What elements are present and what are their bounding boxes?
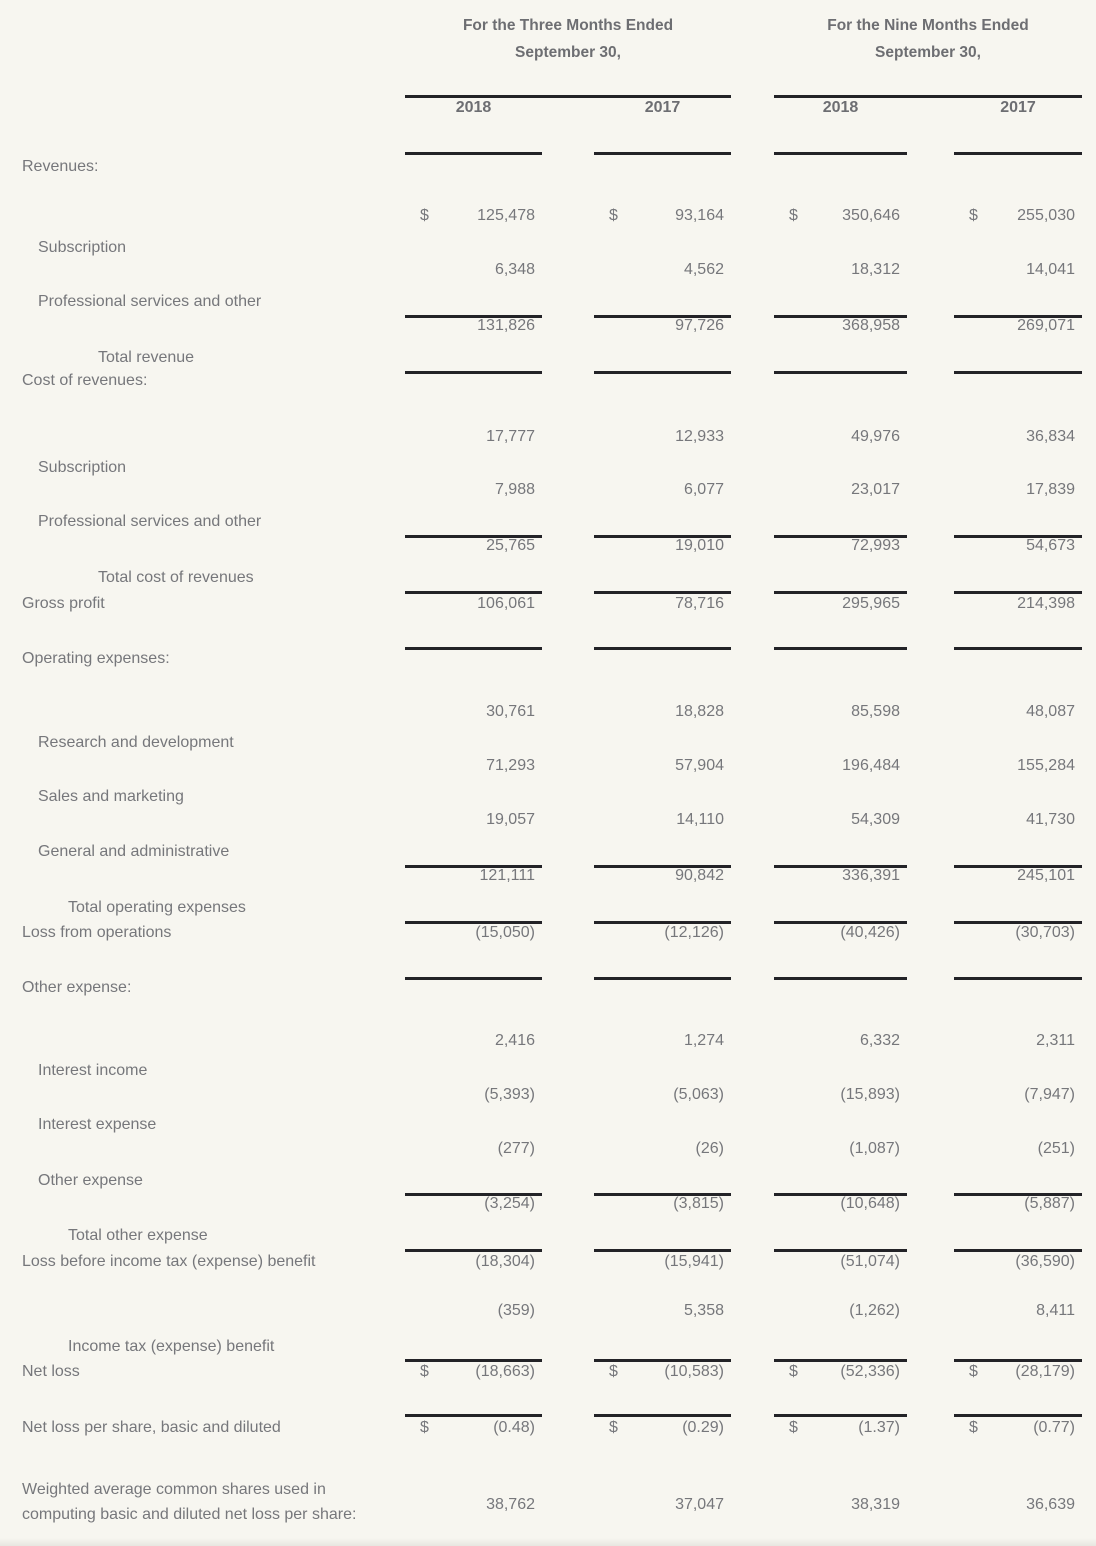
value-cell [594, 866, 731, 886]
value-cell [594, 594, 731, 614]
value-cell [774, 1085, 907, 1105]
value-cell [594, 206, 731, 226]
cell-value: 255,030 [1017, 207, 1075, 224]
cell-value: (5,393) [484, 1086, 535, 1103]
value-cell [954, 480, 1082, 500]
cell-value: (52,336) [840, 1363, 900, 1380]
rule-segment [774, 371, 907, 374]
value-cell [405, 702, 542, 722]
year-column-header: 2017 [644, 99, 681, 116]
value-cell [594, 756, 731, 776]
label-net-loss-per-share: Net loss per share, basic and diluted [22, 1419, 281, 1436]
value-cell [405, 810, 542, 830]
value-cell [405, 866, 542, 886]
value-cell [774, 702, 907, 722]
cell-value: 295,965 [842, 595, 900, 612]
value-cell [774, 1418, 907, 1438]
value-cell [774, 866, 907, 886]
cell-value: 38,762 [486, 1496, 535, 1513]
value-cell [954, 1194, 1082, 1214]
values-other-expense [0, 1139, 1096, 1159]
cell-value: 269,071 [1017, 317, 1075, 334]
cell-value: 17,777 [486, 428, 535, 445]
value-cell [954, 260, 1082, 280]
cell-value: 106,061 [477, 595, 535, 612]
rule-segment [594, 647, 731, 650]
value-cell [405, 1495, 542, 1515]
value-cell [405, 316, 542, 336]
value-cell [954, 536, 1082, 556]
table-rule [0, 977, 1096, 980]
rule-segment [774, 152, 907, 155]
value-cell [405, 1085, 542, 1105]
value-cell [774, 480, 907, 500]
values-net-loss-per-share [0, 1418, 1096, 1438]
value-cell [405, 923, 542, 943]
label-professional-services-revenue: Professional services and other [38, 293, 262, 310]
cell-value: 131,826 [477, 317, 535, 334]
cell-value: (12,126) [664, 924, 724, 941]
cell-value: 6,332 [859, 1032, 900, 1049]
value-cell [954, 594, 1082, 614]
label-subscription-revenue: Subscription [38, 239, 127, 256]
values-weighted-average-shares [0, 1495, 1096, 1515]
dollar-sign: $ [789, 1363, 798, 1380]
label-net-loss: Net loss [22, 1363, 80, 1380]
cell-value: 121,111 [479, 867, 535, 884]
cell-value: (10,648) [840, 1195, 900, 1212]
label-total-revenue: Total revenue [98, 349, 195, 366]
dollar-sign: $ [969, 1363, 978, 1380]
cell-value: 41,730 [1026, 811, 1075, 828]
rule-segment [405, 1414, 542, 1417]
label-operating-expenses-section: Operating expenses: [22, 650, 170, 667]
value-cell [405, 1252, 542, 1272]
cell-value: 125,478 [477, 207, 535, 224]
cell-value: 196,484 [842, 757, 900, 774]
value-cell [594, 536, 731, 556]
value-cell [594, 480, 731, 500]
cell-value: (277) [497, 1140, 535, 1157]
cell-value: 2,311 [1036, 1032, 1075, 1049]
value-cell [405, 1362, 542, 1382]
value-cell [954, 810, 1082, 830]
dollar-sign: $ [969, 207, 978, 224]
value-cell [954, 316, 1082, 336]
cell-value: (5,887) [1024, 1195, 1075, 1212]
value-cell [774, 1194, 907, 1214]
values-sales-and-marketing [0, 756, 1096, 776]
cell-value: 155,284 [1017, 757, 1075, 774]
cell-value: (15,941) [664, 1253, 724, 1270]
values-interest-income [0, 1031, 1096, 1051]
cell-value: 2,416 [494, 1032, 535, 1049]
values-loss-before-income-tax [0, 1252, 1096, 1272]
rule-segment [405, 152, 542, 155]
cell-value: 18,828 [675, 703, 724, 720]
value-cell [954, 702, 1082, 722]
value-cell [954, 1418, 1082, 1438]
rule-segment [405, 647, 542, 650]
values-general-and-administrative [0, 810, 1096, 830]
label-line: Weighted average common shares used in [22, 1481, 326, 1498]
cell-value: (1,262) [849, 1302, 900, 1319]
values-subscription-revenue [0, 206, 1096, 226]
cell-value: 23,017 [851, 481, 900, 498]
page-bottom-shade [0, 1538, 1096, 1546]
label-general-and-administrative: General and administrative [38, 843, 230, 860]
label-income-tax: Income tax (expense) benefit [68, 1338, 275, 1355]
cell-value: (1.37) [858, 1419, 900, 1436]
rule-segment [954, 1414, 1082, 1417]
value-cell [954, 923, 1082, 943]
label-revenues-section: Revenues: [22, 158, 99, 175]
cell-value: 336,391 [842, 867, 900, 884]
period-header-three-months [405, 12, 731, 66]
label-subscription-cost: Subscription [38, 459, 127, 476]
values-interest-expense [0, 1085, 1096, 1105]
cell-value: (30,703) [1015, 924, 1075, 941]
value-cell [954, 756, 1082, 776]
rule-segment [594, 977, 731, 980]
cell-value: (18,304) [475, 1253, 535, 1270]
cell-value: (251) [1037, 1140, 1075, 1157]
value-cell [774, 260, 907, 280]
rule-segment [954, 152, 1082, 155]
rule-segment [594, 1414, 731, 1417]
values-research-and-development [0, 702, 1096, 722]
rule-segment [405, 977, 542, 980]
cell-value: 12,933 [675, 428, 724, 445]
cell-value: (18,663) [475, 1363, 535, 1380]
table-rule [0, 1414, 1096, 1417]
value-cell [774, 536, 907, 556]
cell-value: 214,398 [1017, 595, 1075, 612]
rule-segment [594, 152, 731, 155]
value-cell [594, 1301, 731, 1321]
values-gross-profit [0, 594, 1096, 614]
label-total-operating-expenses: Total operating expenses [68, 899, 246, 916]
value-cell [594, 702, 731, 722]
value-cell [405, 480, 542, 500]
dollar-sign: $ [609, 1419, 618, 1436]
value-cell [594, 1085, 731, 1105]
value-cell [405, 1194, 542, 1214]
label-total-other-expense: Total other expense [68, 1227, 208, 1244]
values-income-tax [0, 1301, 1096, 1321]
value-cell [594, 1252, 731, 1272]
dollar-sign: $ [789, 1419, 798, 1436]
cell-value: 6,077 [683, 481, 724, 498]
value-cell [774, 1362, 907, 1382]
values-loss-from-operations [0, 923, 1096, 943]
dollar-sign: $ [789, 207, 798, 224]
value-cell [594, 1418, 731, 1438]
rule-segment [774, 977, 907, 980]
dollar-sign: $ [420, 207, 429, 224]
cell-value: (7,947) [1024, 1086, 1075, 1103]
cell-value: 54,673 [1026, 537, 1075, 554]
label-interest-income: Interest income [38, 1062, 148, 1079]
value-cell [594, 1031, 731, 1051]
cell-value: 93,164 [675, 207, 724, 224]
value-cell [774, 756, 907, 776]
value-cell [954, 1495, 1082, 1515]
value-cell [774, 1252, 907, 1272]
cell-value: (0.29) [682, 1419, 724, 1436]
value-cell [774, 1139, 907, 1159]
label-research-and-development: Research and development [38, 734, 234, 751]
value-cell [774, 206, 907, 226]
value-cell [405, 1418, 542, 1438]
cell-value: (15,893) [840, 1086, 900, 1103]
cell-value: 8,411 [1036, 1302, 1075, 1319]
cell-value: 14,041 [1026, 261, 1075, 278]
cell-value: (5,063) [673, 1086, 724, 1103]
header-group-rule [0, 95, 1096, 98]
value-cell [954, 427, 1082, 447]
rule-segment [954, 977, 1082, 980]
cell-value: (0.77) [1033, 1419, 1075, 1436]
cell-value: (40,426) [840, 924, 900, 941]
cell-value: (1,087) [849, 1140, 900, 1157]
value-cell [594, 1495, 731, 1515]
label-line: computing basic and diluted net loss per share: [22, 1506, 357, 1523]
label-loss-from-operations: Loss from operations [22, 924, 172, 941]
value-cell [954, 1139, 1082, 1159]
label-sales-and-marketing: Sales and marketing [38, 788, 184, 805]
values-net-loss [0, 1362, 1096, 1382]
cell-value: (10,583) [664, 1363, 724, 1380]
values-total-cost-of-revenues [0, 536, 1096, 556]
value-cell [405, 260, 542, 280]
value-cell [594, 316, 731, 336]
value-cell [405, 427, 542, 447]
cell-value: 37,047 [675, 1496, 724, 1513]
cell-value: 30,761 [486, 703, 535, 720]
cell-value: 4,562 [683, 261, 724, 278]
value-cell [405, 1301, 542, 1321]
rule-segment [774, 1414, 907, 1417]
rule-segment [954, 647, 1082, 650]
cell-value: (3,254) [484, 1195, 535, 1212]
value-cell [594, 810, 731, 830]
label-other-expense-item: Other expense [38, 1172, 143, 1189]
cell-value: (359) [497, 1302, 535, 1319]
label-other-expense-section: Other expense: [22, 979, 132, 996]
values-professional-services-revenue [0, 260, 1096, 280]
value-cell [774, 594, 907, 614]
values-total-revenue [0, 316, 1096, 336]
cell-value: 85,598 [851, 703, 900, 720]
cell-value: 49,976 [851, 428, 900, 445]
cell-value: 97,726 [675, 317, 724, 334]
value-cell [774, 427, 907, 447]
value-cell [774, 1301, 907, 1321]
cell-value: 1,274 [683, 1032, 724, 1049]
value-cell [594, 923, 731, 943]
year-column-rule [0, 152, 1096, 155]
value-cell [594, 427, 731, 447]
cell-value: 19,010 [675, 537, 724, 554]
value-cell [774, 810, 907, 830]
value-cell [774, 1031, 907, 1051]
value-cell [594, 1362, 731, 1382]
cell-value: 17,839 [1026, 481, 1075, 498]
label-loss-before-income-tax: Loss before income tax (expense) benefit [22, 1253, 316, 1270]
table-rule [0, 371, 1096, 374]
rule-segment [405, 371, 542, 374]
cell-value: 54,309 [851, 811, 900, 828]
cell-value: (28,179) [1015, 1363, 1075, 1380]
value-cell [954, 1085, 1082, 1105]
cell-value: 57,904 [675, 757, 724, 774]
dollar-sign: $ [969, 1419, 978, 1436]
dollar-sign: $ [609, 1363, 618, 1380]
cell-value: 19,057 [486, 811, 535, 828]
rule-segment [954, 371, 1082, 374]
cell-value: 245,101 [1017, 867, 1075, 884]
values-total-operating-expenses [0, 866, 1096, 886]
cell-value: (51,074) [840, 1253, 900, 1270]
values-subscription-cost [0, 427, 1096, 447]
value-cell [594, 1194, 731, 1214]
cell-value: 5,358 [683, 1302, 724, 1319]
cell-value: (15,050) [475, 924, 535, 941]
value-cell [405, 206, 542, 226]
period-header-line: For the Three Months Ended [462, 17, 674, 34]
cell-value: 48,087 [1026, 703, 1075, 720]
rule-segment [594, 371, 731, 374]
cell-value: 7,988 [494, 481, 535, 498]
value-cell [774, 316, 907, 336]
year-column-header: 2018 [822, 99, 859, 116]
cell-value: 78,716 [675, 595, 724, 612]
rule-segment [774, 647, 907, 650]
dollar-sign: $ [609, 207, 618, 224]
value-cell [954, 1301, 1082, 1321]
value-cell [954, 866, 1082, 886]
dollar-sign: $ [420, 1419, 429, 1436]
value-cell [954, 1252, 1082, 1272]
value-cell [405, 1031, 542, 1051]
cell-value: 38,319 [851, 1496, 900, 1513]
cell-value: 350,646 [842, 207, 900, 224]
label-total-cost-of-revenues: Total cost of revenues [98, 569, 254, 586]
value-cell [405, 756, 542, 776]
period-header-line: September 30, [875, 44, 981, 61]
value-cell [954, 1031, 1082, 1051]
value-cell [405, 1139, 542, 1159]
label-gross-profit: Gross profit [22, 595, 105, 612]
value-cell [954, 206, 1082, 226]
label-professional-services-cost: Professional services and other [38, 513, 262, 530]
cell-value: 90,842 [675, 867, 724, 884]
cell-value: (26) [695, 1140, 724, 1157]
period-header-line: For the Nine Months Ended [827, 17, 1029, 34]
values-professional-services-cost [0, 480, 1096, 500]
cell-value: 36,834 [1026, 428, 1075, 445]
values-total-other-expense [0, 1194, 1096, 1214]
value-cell [594, 260, 731, 280]
value-cell [594, 1139, 731, 1159]
value-cell [405, 536, 542, 556]
value-cell [774, 923, 907, 943]
cell-value: 14,110 [676, 811, 724, 828]
label-interest-expense: Interest expense [38, 1116, 157, 1133]
cell-value: 25,765 [486, 537, 535, 554]
cell-value: (36,590) [1015, 1253, 1075, 1270]
label-cost-of-revenues-section: Cost of revenues: [22, 372, 148, 389]
value-cell [774, 1495, 907, 1515]
value-cell [954, 1362, 1082, 1382]
cell-value: 71,293 [486, 757, 535, 774]
cell-value: (3,815) [673, 1195, 724, 1212]
year-column-header: 2017 [1000, 99, 1036, 116]
cell-value: 368,958 [842, 317, 900, 334]
period-header-line: September 30, [515, 44, 621, 61]
dollar-sign: $ [420, 1363, 429, 1380]
cell-value: (0.48) [493, 1419, 535, 1436]
cell-value: 36,639 [1026, 1496, 1075, 1513]
value-cell [405, 594, 542, 614]
period-header-nine-months [774, 12, 1082, 66]
year-column-header: 2018 [455, 99, 492, 116]
cell-value: 6,348 [494, 261, 535, 278]
cell-value: 18,312 [851, 261, 900, 278]
cell-value: 72,993 [851, 537, 900, 554]
